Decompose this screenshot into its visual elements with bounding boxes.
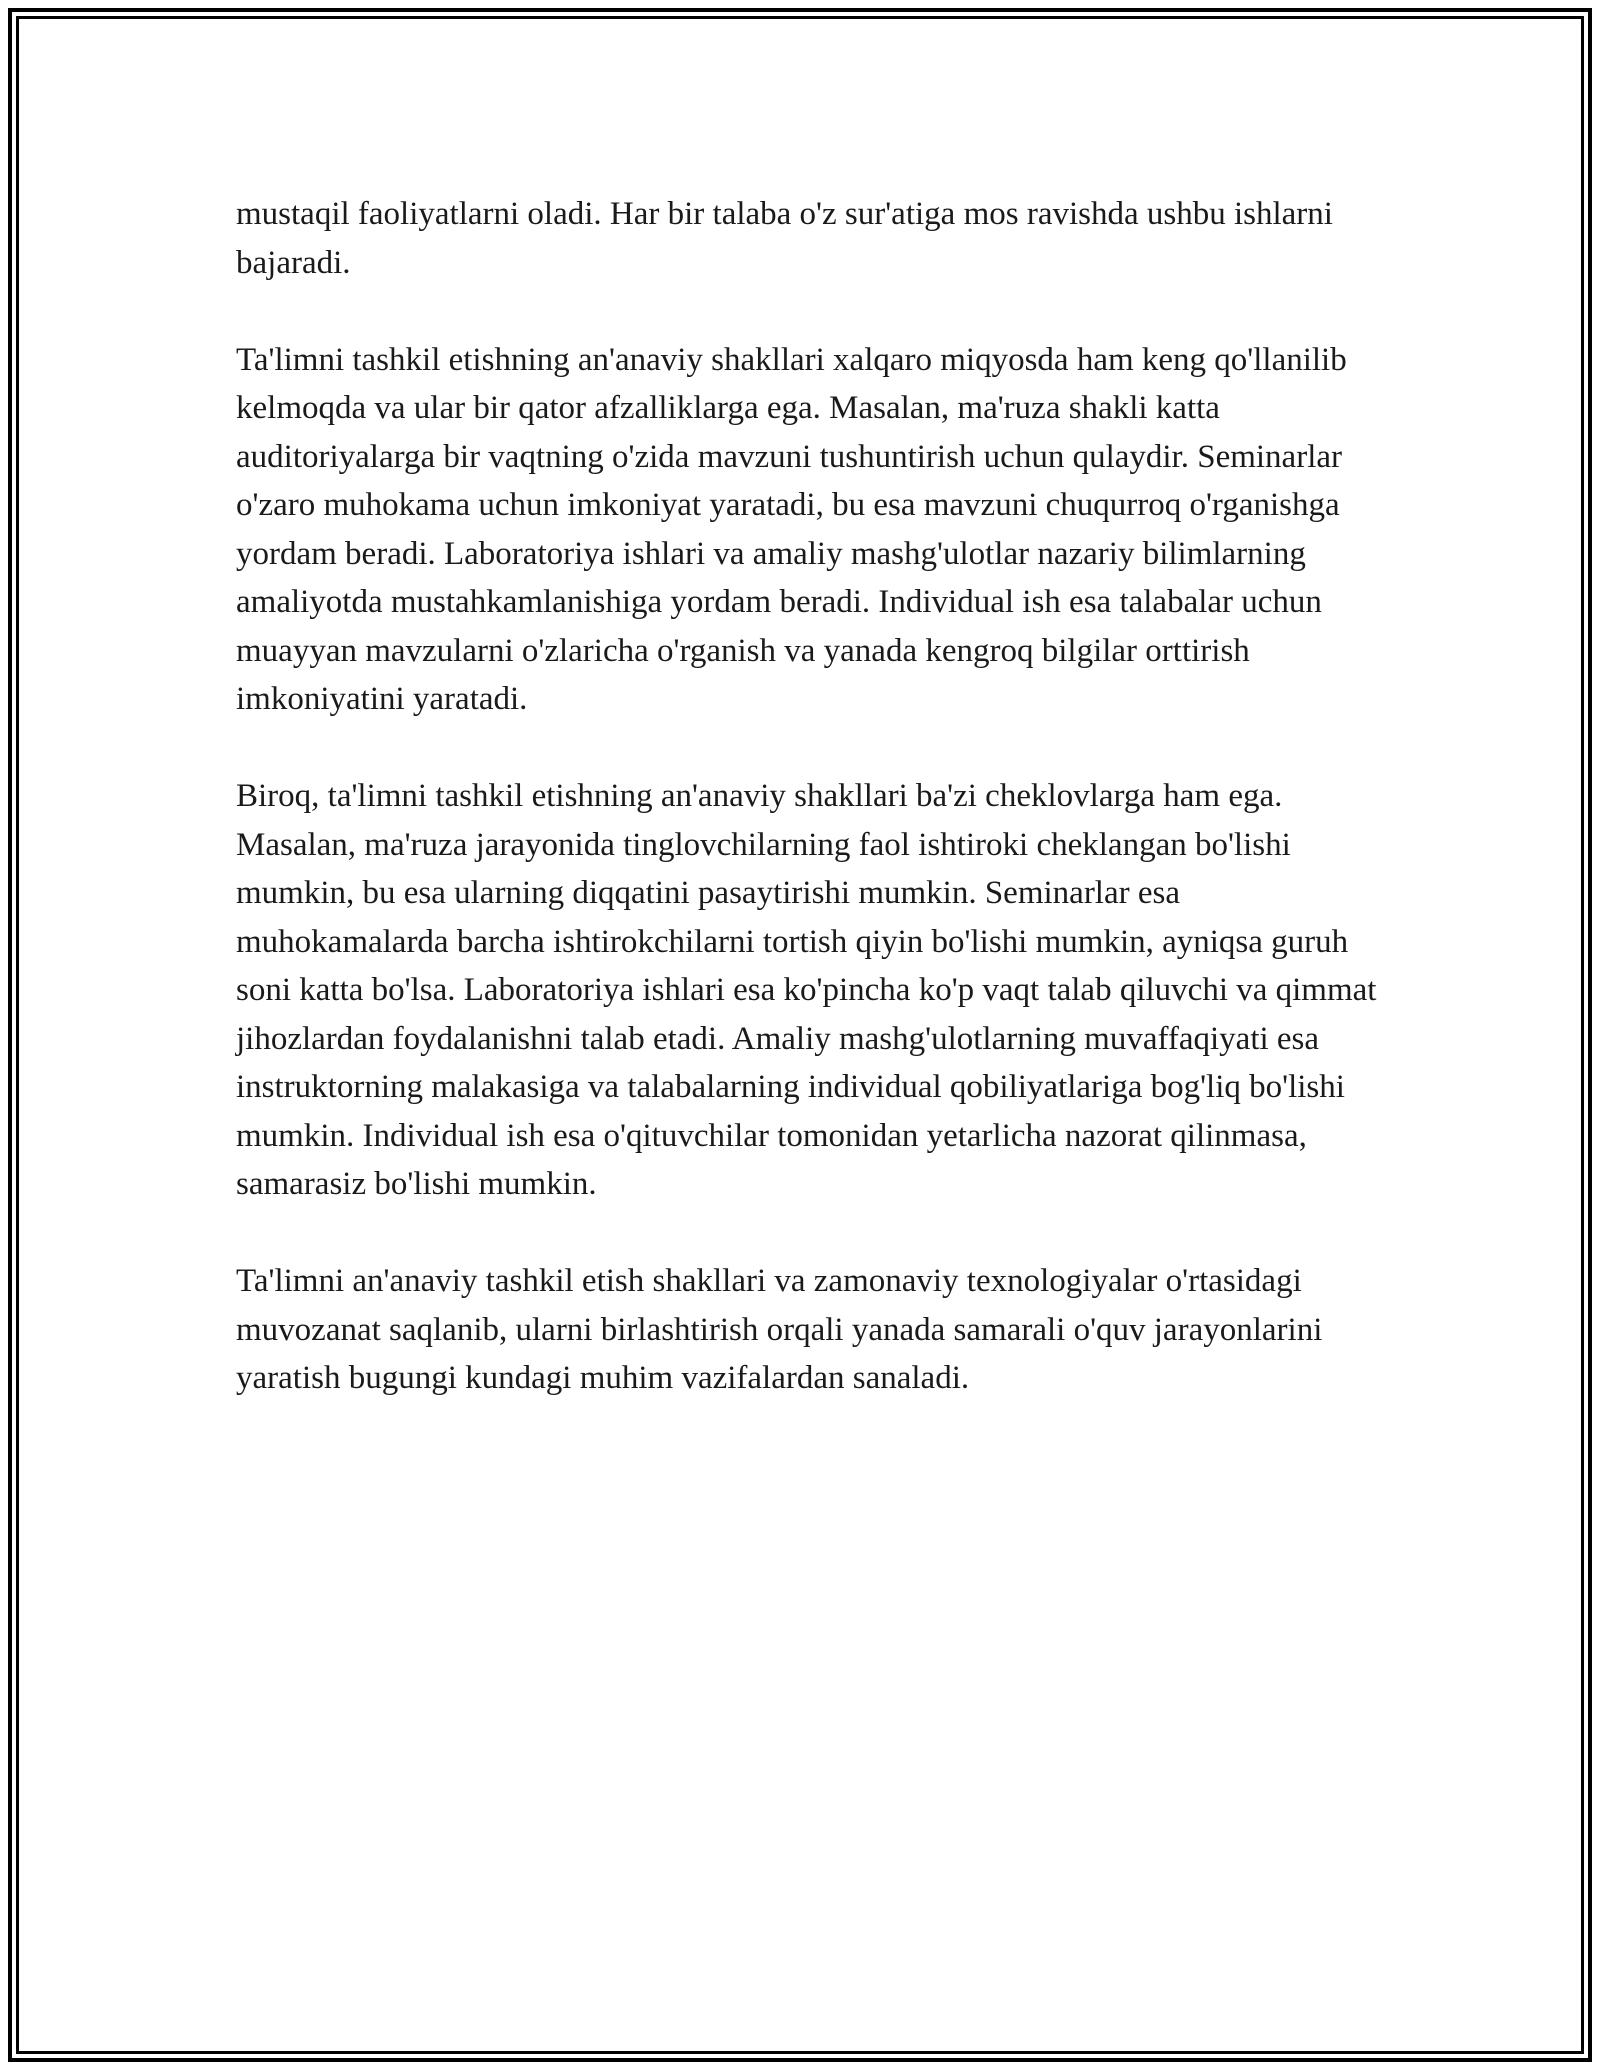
paragraph-3: Biroq, ta'limni tashkil etishning an'anaviy shakllari ba'zi cheklovlarga ham ega. Masalan, ma'ruza jarayonida tinglovchilarning faol ishtiroki cheklangan bo'lishi mumkin, bu esa ularning diqqatini pasaytirishi mumkin. Seminarlar esa muhokamalarda barcha ishtirokchilarni tortish qiyin bo'lishi mumkin, ayniqsa guruh soni katta bo'lsa. Laboratoriya ishlari esa ko'pincha ko'p vaqt talab qiluvchi va qimmat jihozlardan foydalanishni talab etadi. Amaliy mashg'ulotlarning muvaffaqiyati esa instruktorning malakasiga va talabalarning individual qobiliyatlariga bog'liq bo'lishi mumkin. Individual ish esa o'qituvchilar tomonidan yetarlicha nazorat qilinmasa, samarasiz bo'lishi mumkin.	[236, 778, 1377, 1202]
document-body	[236, 190, 1386, 1403]
paragraph-1: mustaqil faoliyatlarni oladi. Har bir talaba o'z sur'atiga mos ravishda ushbu ishlarni bajaradi.	[236, 196, 1333, 281]
document-page	[8, 8, 1592, 2062]
paragraph-4: Ta'limni an'anaviy tashkil etish shakllari va zamonaviy texnologiyalar o'rtasidagi muvozanat saqlanib, ularni birlashtirish orqali yanada samarali o'quv jarayonlarini yaratish bugungi kundagi muhim vazifalardan sanaladi.	[236, 1263, 1323, 1396]
paragraph-2: Ta'limni tashkil etishning an'anaviy shakllari xalqaro miqyosda ham keng qo'llanilib kelmoqda va ular bir qator afzalliklarga ega. Masalan, ma'ruza shakli katta auditoriyalarga bir vaqtning o'zida mavzuni tushuntirish uchun qulaydir. Seminarlar o'zaro muhokama uchun imkoniyat yaratadi, bu esa mavzuni chuqurroq o'rganishga yordam beradi. Laboratoriya ishlari va amaliy mashg'ulotlar nazariy bilimlarning amaliyotda mustahkamlanishiga yordam beradi. Individual ish esa talabalar uchun muayyan mavzularni o'zlaricha o'rganish va yanada kengroq bilgilar orttirish imkoniyatini yaratadi.	[236, 341, 1347, 717]
